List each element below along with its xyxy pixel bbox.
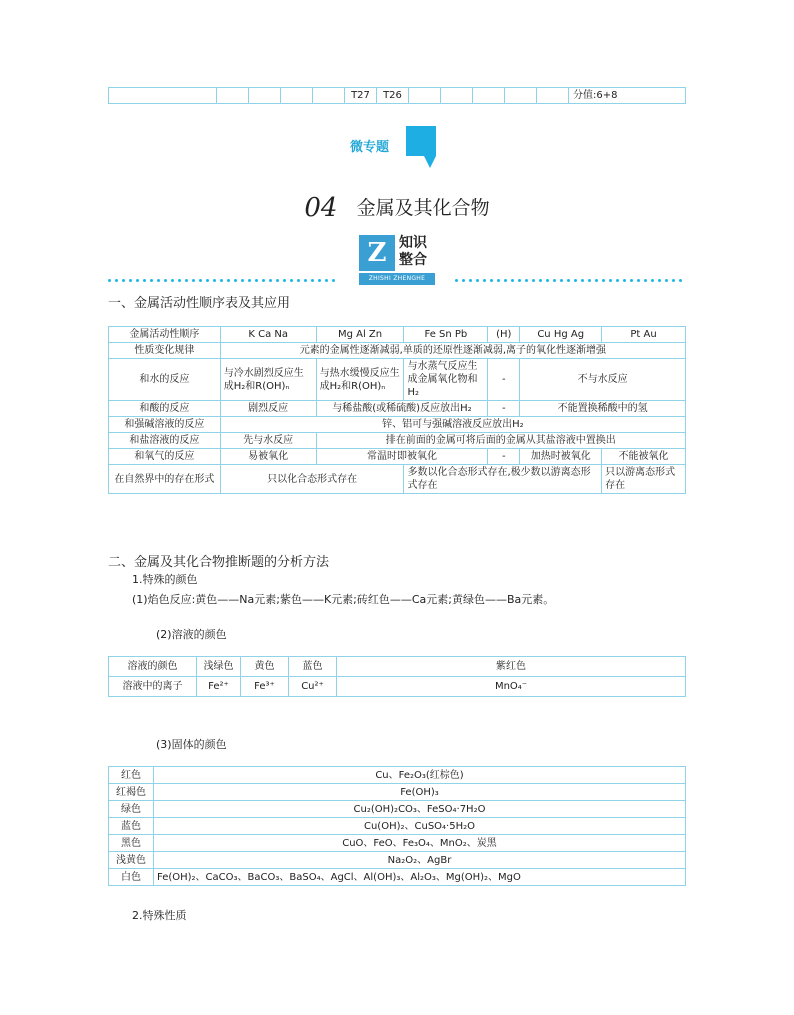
- divider-dot: [220, 279, 223, 282]
- divider-dot: [143, 279, 146, 282]
- divider-dot: [199, 279, 202, 282]
- logo-chars-line2: 整合: [399, 252, 427, 268]
- divider-dot: [490, 279, 493, 282]
- table-cell: Fe Sn Pb: [404, 327, 488, 343]
- table-cell: 在自然界中的存在形式: [109, 465, 221, 494]
- dotted-divider-left: [108, 279, 340, 283]
- divider-dot: [262, 279, 265, 282]
- table-cell: (H): [488, 327, 520, 343]
- header-cell: [109, 88, 217, 104]
- table-cell: 白色: [109, 869, 154, 886]
- table-row: [109, 677, 686, 697]
- divider-dot: [325, 279, 328, 282]
- table-cell: 只以化合态形式存在: [220, 465, 404, 494]
- divider-dot: [609, 279, 612, 282]
- table-cell: 易被氧化: [220, 449, 316, 465]
- table-row: [109, 784, 686, 801]
- score-cell: 分值:6+8: [569, 88, 686, 104]
- table-cell: 黄色: [241, 657, 289, 677]
- table-cell: Cu(OH)₂、CuSO₄·5H₂O: [154, 818, 686, 835]
- table-row: [109, 401, 686, 417]
- table-cell: Na₂O₂、AgBr: [154, 852, 686, 869]
- table-cell: Cu、Fe₂O₃(红棕色): [154, 767, 686, 784]
- divider-dot: [206, 279, 209, 282]
- table-cell: 和酸的反应: [109, 401, 221, 417]
- divider-dot: [213, 279, 216, 282]
- divider-dot: [581, 279, 584, 282]
- header-cell: [281, 88, 313, 104]
- table-cell: 与稀盐酸(或稀硫酸)反应放出H₂: [316, 401, 488, 417]
- table-cell: Cu²⁺: [289, 677, 337, 697]
- score-header-table: [108, 87, 686, 104]
- table-cell: 蓝色: [109, 818, 154, 835]
- table-cell: 绿色: [109, 801, 154, 818]
- solution-color-heading: (2)溶液的颜色: [156, 628, 227, 641]
- divider-dot: [248, 279, 251, 282]
- table-cell: CuO、FeO、Fe₃O₄、MnO₂、炭黑: [154, 835, 686, 852]
- divider-dot: [567, 279, 570, 282]
- divider-dot: [290, 279, 293, 282]
- divider-dot: [469, 279, 472, 282]
- table-cell: 黑色: [109, 835, 154, 852]
- table-row: [109, 417, 686, 433]
- divider-dot: [476, 279, 479, 282]
- table-cell: 金属活动性顺序: [109, 327, 221, 343]
- dotted-divider-right: [455, 279, 686, 283]
- table-row: [109, 835, 686, 852]
- divider-dot: [255, 279, 258, 282]
- divider-dot: [108, 279, 111, 282]
- divider-dot: [602, 279, 605, 282]
- table-cell: Pt Au: [602, 327, 686, 343]
- divider-dot: [311, 279, 314, 282]
- section1-heading: 一、金属活动性顺序表及其应用: [108, 296, 291, 311]
- divider-dot: [241, 279, 244, 282]
- divider-dot: [665, 279, 668, 282]
- logo-letter: Z: [359, 235, 395, 271]
- divider-dot: [595, 279, 598, 282]
- table-row: [109, 327, 686, 343]
- divider-dot: [178, 279, 181, 282]
- table-cell: K Ca Na: [220, 327, 316, 343]
- divider-dot: [150, 279, 153, 282]
- divider-dot: [574, 279, 577, 282]
- solid-color-table: [108, 766, 686, 886]
- flame-test-text: (1)焰色反应:黄色——Na元素;紫色——K元素;砖红色——Ca元素;黄绿色——Ba元素。: [132, 593, 555, 606]
- divider-dot: [525, 279, 528, 282]
- page-title: [0, 193, 794, 223]
- logo-chars-line1: 知识: [399, 235, 427, 251]
- table-cell: 不与水反应: [520, 359, 686, 401]
- table-cell: 与冷水剧烈反应生成H₂和R(OH)ₙ: [220, 359, 316, 401]
- divider-dot: [539, 279, 542, 282]
- divider-dot: [455, 279, 458, 282]
- divider-dot: [304, 279, 307, 282]
- title-text: 金属及其化合物: [356, 197, 490, 219]
- table-cell: Fe(OH)₂、CaCO₃、BaCO₃、BaSO₄、AgCl、Al(OH)₃、Al₂O₃、Mg(OH)₂、MgO: [154, 869, 686, 886]
- table-cell: Mg Al Zn: [316, 327, 404, 343]
- knowledge-logo: [359, 235, 435, 285]
- table-cell: 紫红色: [337, 657, 686, 677]
- divider-dot: [644, 279, 647, 282]
- divider-dot: [136, 279, 139, 282]
- table-cell: 和氧气的反应: [109, 449, 221, 465]
- table-cell: 溶液中的离子: [109, 677, 197, 697]
- table-cell: Cu Hg Ag: [520, 327, 602, 343]
- table-row: [109, 343, 686, 359]
- divider-dot: [171, 279, 174, 282]
- table-row: [109, 465, 686, 494]
- header-cell: T26: [377, 88, 409, 104]
- table-row: [109, 869, 686, 886]
- table-cell: 溶液的颜色: [109, 657, 197, 677]
- divider-dot: [318, 279, 321, 282]
- header-cell: [537, 88, 569, 104]
- table-cell: MnO₄⁻: [337, 677, 686, 697]
- divider-dot: [560, 279, 563, 282]
- table-row: [109, 657, 686, 677]
- divider-dot: [234, 279, 237, 282]
- divider-dot: [497, 279, 500, 282]
- table-cell: 和强碱溶液的反应: [109, 417, 221, 433]
- table-cell: 不能被氧化: [602, 449, 686, 465]
- logo-chars: [399, 235, 427, 269]
- divider-dot: [276, 279, 279, 282]
- divider-dot: [227, 279, 230, 282]
- item1-heading: 1.特殊的颜色: [132, 573, 198, 586]
- table-cell: 不能置换稀酸中的氢: [520, 401, 686, 417]
- table-cell: 和盐溶液的反应: [109, 433, 221, 449]
- score-header-row: [109, 88, 686, 104]
- table-cell: -: [488, 401, 520, 417]
- table-cell: 浅黄色: [109, 852, 154, 869]
- divider-dot: [518, 279, 521, 282]
- table-cell: Fe²⁺: [197, 677, 241, 697]
- table-cell: 与水蒸气反应生成金属氧化物和H₂: [404, 359, 488, 401]
- divider-dot: [122, 279, 125, 282]
- table-row: [109, 433, 686, 449]
- divider-dot: [164, 279, 167, 282]
- divider-dot: [332, 279, 335, 282]
- solution-color-table: [108, 656, 686, 697]
- activity-series-table: [108, 326, 686, 494]
- table-cell: Fe³⁺: [241, 677, 289, 697]
- table-cell: 红褐色: [109, 784, 154, 801]
- divider-dot: [157, 279, 160, 282]
- table-row: [109, 852, 686, 869]
- table-row: [109, 767, 686, 784]
- table-cell: 与热水缓慢反应生成H₂和R(OH)ₙ: [316, 359, 404, 401]
- divider-dot: [192, 279, 195, 282]
- divider-dot: [462, 279, 465, 282]
- flag-tail-icon: [424, 156, 436, 168]
- divider-dot: [623, 279, 626, 282]
- divider-dot: [283, 279, 286, 282]
- divider-dot: [588, 279, 591, 282]
- table-cell: 浅绿色: [197, 657, 241, 677]
- solid-color-heading: (3)固体的颜色: [156, 738, 227, 751]
- table-cell: Cu₂(OH)₂CO₃、FeSO₄·7H₂O: [154, 801, 686, 818]
- table-cell: 蓝色: [289, 657, 337, 677]
- divider-dot: [129, 279, 132, 282]
- header-cell: [505, 88, 537, 104]
- title-number: 04: [304, 193, 338, 223]
- header-cell: [409, 88, 441, 104]
- divider-dot: [483, 279, 486, 282]
- logo-pinyin: ZHISHI ZHENGHE: [359, 273, 435, 285]
- divider-dot: [651, 279, 654, 282]
- table-cell: 锌、铝可与强碱溶液反应放出H₂: [220, 417, 685, 433]
- table-cell: 先与水反应: [220, 433, 316, 449]
- table-cell: Fe(OH)₃: [154, 784, 686, 801]
- divider-dot: [630, 279, 633, 282]
- table-row: [109, 359, 686, 401]
- divider-dot: [297, 279, 300, 282]
- header-cell: [441, 88, 473, 104]
- divider-dot: [532, 279, 535, 282]
- divider-dot: [185, 279, 188, 282]
- table-cell: -: [488, 449, 520, 465]
- table-cell: 红色: [109, 767, 154, 784]
- header-cell: [249, 88, 281, 104]
- table-cell: 和水的反应: [109, 359, 221, 401]
- divider-dot: [658, 279, 661, 282]
- table-cell: 排在前面的金属可将后面的金属从其盐溶液中置换出: [316, 433, 685, 449]
- item2-heading: 2.特殊性质: [132, 909, 187, 922]
- divider-dot: [637, 279, 640, 282]
- header-cell: [473, 88, 505, 104]
- table-cell: 只以游离态形式存在: [602, 465, 686, 494]
- table-cell: 元素的金属性逐渐减弱,单质的还原性逐渐减弱,离子的氧化性逐渐增强: [220, 343, 685, 359]
- header-cell: [217, 88, 249, 104]
- header-cell: T27: [345, 88, 377, 104]
- divider-dot: [504, 279, 507, 282]
- table-row: [109, 801, 686, 818]
- table-cell: 加热时被氧化: [520, 449, 602, 465]
- topic-badge: [340, 124, 442, 172]
- divider-dot: [546, 279, 549, 282]
- section2-heading: 二、金属及其化合物推断题的分析方法: [108, 555, 330, 570]
- table-cell: -: [488, 359, 520, 401]
- table-cell: 常温时即被氧化: [316, 449, 488, 465]
- table-row: [109, 818, 686, 835]
- flag-icon: [406, 126, 436, 156]
- divider-dot: [115, 279, 118, 282]
- divider-dot: [511, 279, 514, 282]
- divider-dot: [616, 279, 619, 282]
- header-cell: [313, 88, 345, 104]
- table-row: [109, 449, 686, 465]
- divider-dot: [553, 279, 556, 282]
- badge-label: 微专题: [350, 140, 390, 155]
- table-cell: 剧烈反应: [220, 401, 316, 417]
- divider-dot: [672, 279, 675, 282]
- table-cell: 多数以化合态形式存在,极少数以游离态形式存在: [404, 465, 602, 494]
- divider-dot: [679, 279, 682, 282]
- table-cell: 性质变化规律: [109, 343, 221, 359]
- divider-dot: [269, 279, 272, 282]
